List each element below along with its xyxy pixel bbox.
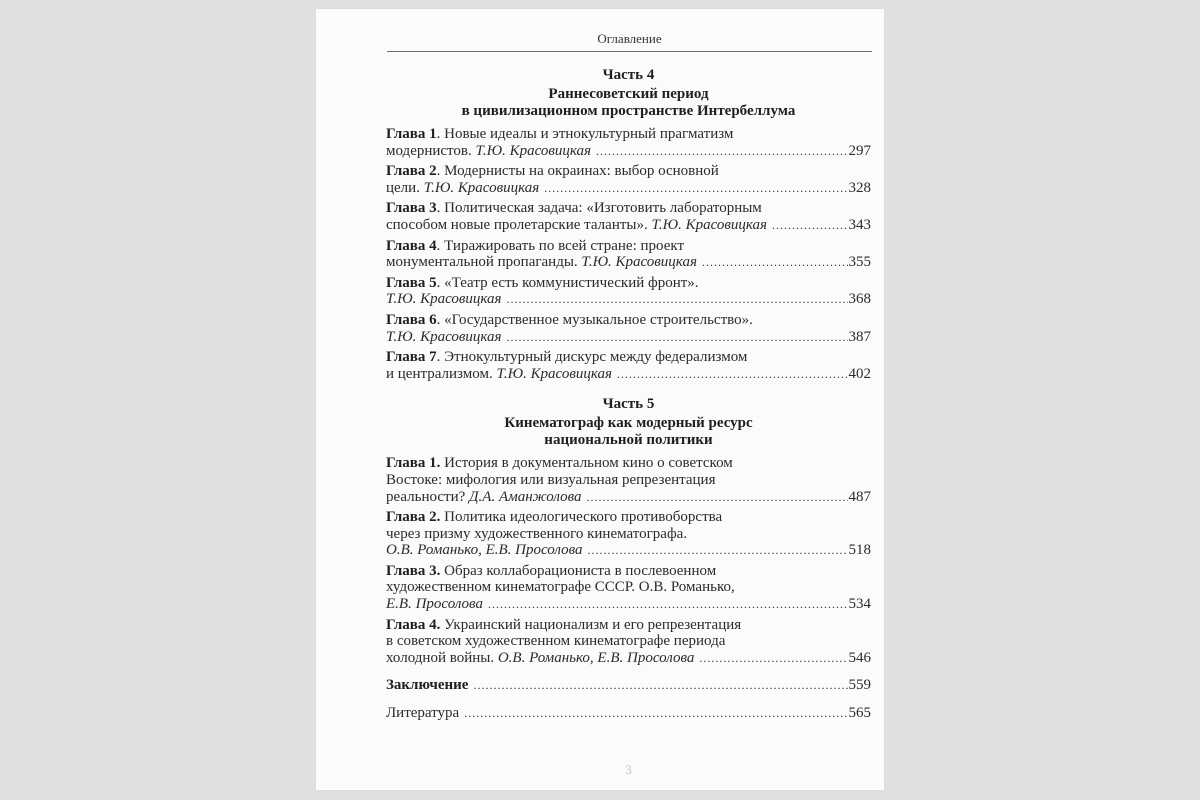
entry-line <box>386 579 871 596</box>
entry-last-line <box>386 217 871 234</box>
page-number: 565 <box>848 705 871 722</box>
entry-line <box>386 275 871 292</box>
entry-line <box>386 126 871 143</box>
author-name: О.В. Романько, Е.В. Просолова <box>497 649 695 666</box>
label-separator: . <box>436 200 445 217</box>
part-title-line: национальной политики <box>544 432 713 449</box>
chapter-title-tail: и централизмом. <box>386 365 497 382</box>
chapter-title-text: «Театр есть коммунистический фронт». <box>444 274 699 291</box>
label-separator: . <box>436 237 445 254</box>
toc-entry[interactable] <box>386 312 871 345</box>
entry-text <box>386 596 483 613</box>
author-name: Т.Ю. Красовицкая <box>386 291 502 308</box>
entry-last-line <box>386 542 871 559</box>
dot-leader <box>473 677 847 694</box>
dot-leader <box>544 180 847 197</box>
chapter-title-text: «Государственное музыкальное строительство». <box>444 311 753 328</box>
chapter-title-text: Новые идеалы и этнокультурный прагматизм <box>444 126 734 142</box>
page-number: 518 <box>848 542 871 559</box>
chapter-title-tail: способом новые пролетарские таланты». <box>386 216 652 233</box>
entry-line <box>386 472 871 489</box>
chapter-label: Глава 2 <box>386 163 437 180</box>
author-name: Т.Ю. Красовицкая <box>475 142 592 159</box>
chapter-label: Глава 1 <box>386 126 437 142</box>
entry-text <box>386 291 502 308</box>
page-number: 343 <box>848 216 871 233</box>
label-separator: . <box>436 311 445 328</box>
toc-entry[interactable] <box>386 163 871 196</box>
chapter-title-tail: реальности? <box>386 488 470 505</box>
chapter-label: Глава 5 <box>386 274 437 291</box>
chapter-title-tail: модернистов. <box>386 142 476 159</box>
page-number: 387 <box>848 328 871 345</box>
author-name: Т.Ю. Красовицкая <box>581 254 697 271</box>
part-number: Часть 4 <box>602 67 655 83</box>
dot-leader <box>702 254 848 271</box>
page-number: 559 <box>848 677 871 694</box>
entry-text <box>386 329 502 346</box>
chapter-label: Глава 6 <box>386 311 437 328</box>
chapter-title-text: Украинский национализм и его репрезентация <box>444 616 742 633</box>
entry-text <box>386 143 591 160</box>
chapter-label: Глава 1. <box>386 455 441 472</box>
author-name: Е.В. Просолова <box>386 596 483 613</box>
chapter-label: Глава 7 <box>386 349 437 366</box>
author-name: Т.Ю. Красовицкая <box>651 216 767 233</box>
backmatter-title: Литература <box>386 705 460 722</box>
entry-line <box>386 200 871 217</box>
dot-leader <box>488 596 848 613</box>
page-number: 546 <box>848 649 871 666</box>
chapter-title-text: Востоке: мифология или визуальная репрезентация <box>386 471 716 488</box>
author-name: Т.Ю. Красовицкая <box>386 328 502 345</box>
entry-last-line <box>386 143 871 160</box>
entry-line <box>386 238 871 255</box>
entry-text <box>386 542 583 559</box>
toc-entry[interactable] <box>386 509 871 559</box>
chapter-title-text: Политическая задача: «Изготовить лабораторным <box>444 200 762 217</box>
entry-text <box>386 366 612 383</box>
part-heading <box>386 396 871 449</box>
dot-leader <box>507 291 848 308</box>
chapter-label: Глава 3 <box>386 200 437 217</box>
entry-line <box>386 455 871 472</box>
entry-last-line <box>386 677 871 694</box>
entry-line <box>386 163 871 180</box>
dot-leader <box>587 489 848 506</box>
chapter-label: Глава 4. <box>386 616 441 633</box>
toc-entry[interactable] <box>386 200 871 233</box>
entry-text <box>386 650 694 667</box>
page-number: 297 <box>848 142 871 159</box>
part-heading <box>386 67 871 120</box>
entry-text <box>386 180 539 197</box>
chapter-label: Глава 3. <box>386 562 441 579</box>
entry-line <box>386 633 871 650</box>
chapter-label: Глава 4 <box>386 237 437 254</box>
part-title-line: в цивилизационном пространстве Интербеллума <box>461 103 796 119</box>
page-number: 368 <box>848 291 871 308</box>
chapter-title-tail: цели. <box>386 179 424 196</box>
dot-leader <box>596 143 847 160</box>
chapter-title-text: художественном кинематографе СССР. О.В. Романько, <box>386 579 735 596</box>
chapter-title-text: Модернисты на окраинах: выбор основной <box>444 163 719 180</box>
page-number: 355 <box>848 254 871 271</box>
book-page <box>316 9 884 790</box>
chapter-label: Глава 2. <box>386 509 441 526</box>
entry-last-line <box>386 291 871 308</box>
chapter-list <box>386 126 871 382</box>
entry-line <box>386 509 871 526</box>
label-separator: . <box>436 163 445 180</box>
author-name: Т.Ю. Красовицкая <box>423 179 540 196</box>
part-title-line: Раннесоветский период <box>548 86 709 102</box>
toc-entry[interactable] <box>386 238 871 271</box>
dot-leader <box>507 329 848 346</box>
running-head: Оглавление <box>597 31 662 46</box>
page-number: 402 <box>848 365 871 382</box>
page-number: 328 <box>848 179 871 196</box>
toc-entry[interactable] <box>386 455 871 505</box>
chapter-title-text: Этнокультурный дискурс между федерализмом <box>444 349 748 366</box>
entry-line <box>386 312 871 329</box>
label-separator: . <box>436 126 445 142</box>
entry-last-line <box>386 366 871 383</box>
chapter-title-text: История в документальном кино о советском <box>444 455 733 472</box>
toc-entry-backmatter[interactable] <box>386 677 871 694</box>
entry-last-line <box>386 489 871 506</box>
chapter-list <box>386 455 871 666</box>
toc-entry[interactable] <box>386 563 871 613</box>
dot-leader <box>464 705 847 722</box>
bleed-page-number: 3 <box>625 761 632 777</box>
dot-leader <box>588 542 848 559</box>
chapter-title-tail: холодной войны. <box>386 649 498 666</box>
entry-text <box>386 217 767 234</box>
chapter-title-text: Политика идеологического противоборства <box>444 509 723 526</box>
toc-entry[interactable] <box>386 126 871 159</box>
entry-line <box>386 526 871 543</box>
toc-entry[interactable] <box>386 275 871 308</box>
dot-leader <box>617 366 848 383</box>
author-name: Т.Ю. Красовицкая <box>496 365 612 382</box>
chapter-title-text: Образ коллаборациониста в послевоенном <box>444 562 717 579</box>
entry-text <box>386 489 582 506</box>
entry-last-line <box>386 180 871 197</box>
entry-line <box>386 617 871 634</box>
entry-line <box>386 563 871 580</box>
chapter-title-text: через призму художественного кинематографа. <box>386 525 688 542</box>
toc-entry[interactable] <box>386 349 871 382</box>
author-name: О.В. Романько, Е.В. Просолова <box>386 542 583 559</box>
chapter-title-text: в советском художественном кинематографе периода <box>386 633 726 650</box>
chapter-title-tail: монументальной пропаганды. <box>386 254 582 271</box>
page-number: 487 <box>848 488 871 505</box>
toc-entry[interactable] <box>386 617 871 667</box>
entry-last-line <box>386 650 871 667</box>
entry-last-line <box>386 329 871 346</box>
part-title-line: Кинематограф как модерный ресурс <box>504 415 753 432</box>
page-number: 534 <box>848 596 871 613</box>
dot-leader <box>772 217 848 234</box>
backmatter-title: Заключение <box>386 677 469 694</box>
label-separator: . <box>436 349 445 366</box>
toc-entry-backmatter[interactable] <box>386 705 871 722</box>
header-rule <box>387 51 872 52</box>
dot-leader <box>699 650 847 667</box>
author-name: Д.А. Аманжолова <box>469 488 582 505</box>
chapter-title-text: Тиражировать по всей стране: проект <box>444 237 685 254</box>
table-of-contents <box>386 67 871 777</box>
entry-line <box>386 349 871 366</box>
label-separator: . <box>436 274 445 291</box>
part-number: Часть 5 <box>602 396 655 413</box>
entry-last-line <box>386 254 871 271</box>
entry-text <box>386 254 697 271</box>
entry-last-line <box>386 596 871 613</box>
entry-last-line <box>386 705 871 722</box>
